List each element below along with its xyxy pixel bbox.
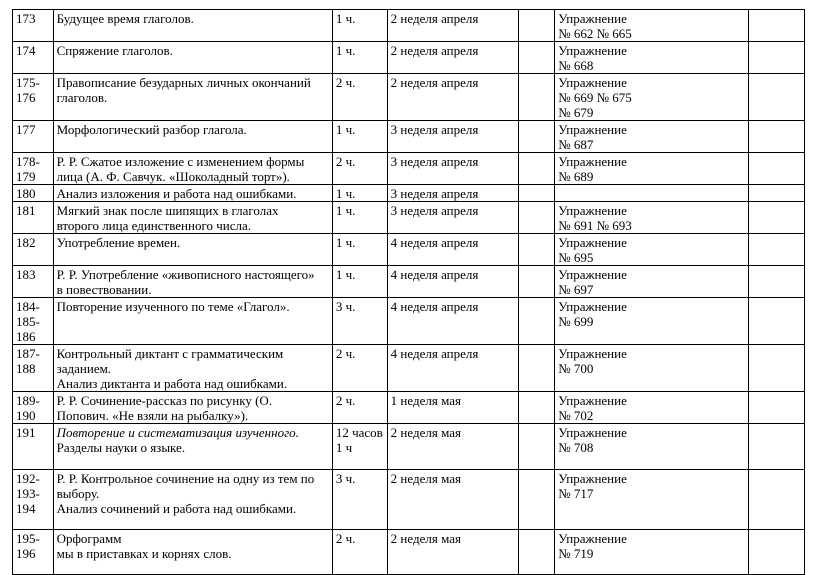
- lesson-number-cell: 191: [13, 424, 54, 470]
- lesson-theme-cell: Будущее время глаголов.: [53, 10, 332, 42]
- empty-cell: [749, 202, 805, 234]
- date-cell: 2 неделя мая: [387, 424, 518, 470]
- date-cell: 2 неделя апреля: [387, 10, 518, 42]
- table-row: [13, 345, 805, 392]
- homework-cell: Упражнение № 687: [555, 121, 749, 153]
- lesson-number-cell: 178- 179: [13, 153, 54, 185]
- lesson-plan-sheet: [12, 9, 805, 575]
- lesson-number-cell: 180: [13, 185, 54, 202]
- empty-cell: [749, 392, 805, 424]
- hours-cell: 2 ч.: [332, 153, 387, 185]
- lesson-theme-cell: Р. Р. Контрольное сочинение на одну из тем по выбору. Анализ сочинений и работа над ошибками.: [53, 470, 332, 530]
- date-cell: 2 неделя апреля: [387, 74, 518, 121]
- date-cell: 1 неделя мая: [387, 392, 518, 424]
- homework-cell: Упражнение № 708: [555, 424, 749, 470]
- lesson-number-cell: 173: [13, 10, 54, 42]
- empty-cell: [518, 298, 555, 345]
- homework-cell: Упражнение № 691 № 693: [555, 202, 749, 234]
- empty-cell: [518, 202, 555, 234]
- table-row: [13, 424, 805, 470]
- lesson-theme-cell: Контрольный диктант с грамматическим заданием. Анализ диктанта и работа над ошибками.: [53, 345, 332, 392]
- hours-cell: 3 ч.: [332, 470, 387, 530]
- table-row: [13, 42, 805, 74]
- hours-cell: 1 ч.: [332, 121, 387, 153]
- lesson-theme-cell: [53, 424, 332, 470]
- table-row: [13, 298, 805, 345]
- empty-cell: [518, 392, 555, 424]
- hours-cell: 1 ч.: [332, 185, 387, 202]
- empty-cell: [518, 530, 555, 575]
- date-cell: 4 неделя апреля: [387, 234, 518, 266]
- lesson-number-cell: 181: [13, 202, 54, 234]
- empty-cell: [518, 470, 555, 530]
- homework-cell: Упражнение № 702: [555, 392, 749, 424]
- lesson-theme-cell: Р. Р. Сжатое изложение с изменением формы лица (А. Ф. Савчук. «Шоколадный торт»).: [53, 153, 332, 185]
- lesson-theme-cell: Орфограмм мы в приставках и корнях слов.: [53, 530, 332, 575]
- lesson-number-cell: 174: [13, 42, 54, 74]
- empty-cell: [749, 10, 805, 42]
- date-cell: 2 неделя мая: [387, 470, 518, 530]
- empty-cell: [518, 74, 555, 121]
- lesson-number-cell: 195- 196: [13, 530, 54, 575]
- lesson-theme-cell: Спряжение глаголов.: [53, 42, 332, 74]
- date-cell: 3 неделя апреля: [387, 202, 518, 234]
- hours-cell: 1 ч.: [332, 202, 387, 234]
- lesson-theme-cell: Р. Р. Употребление «живописного настоящего» в повествовании.: [53, 266, 332, 298]
- lesson-number-cell: 183: [13, 266, 54, 298]
- empty-cell: [749, 266, 805, 298]
- lesson-theme-cell: Р. Р. Сочинение-рассказ по рисунку (О. Попович. «Не взяли на рыбалку»).: [53, 392, 332, 424]
- hours-cell: 3 ч.: [332, 298, 387, 345]
- lesson-plan-table: [12, 9, 805, 575]
- empty-cell: [518, 234, 555, 266]
- empty-cell: [749, 530, 805, 575]
- homework-cell: Упражнение № 689: [555, 153, 749, 185]
- homework-cell: Упражнение № 697: [555, 266, 749, 298]
- hours-cell: 1 ч.: [332, 10, 387, 42]
- empty-cell: [749, 298, 805, 345]
- lesson-theme-cell: Мягкий знак после шипящих в глаголах второго лица единственного числа.: [53, 202, 332, 234]
- empty-cell: [749, 42, 805, 74]
- lesson-theme-italic: Повторение и систематизация изученного.: [56, 425, 299, 440]
- empty-cell: [749, 153, 805, 185]
- empty-cell: [518, 10, 555, 42]
- empty-cell: [518, 424, 555, 470]
- hours-cell: 2 ч.: [332, 74, 387, 121]
- lesson-number-cell: 175- 176: [13, 74, 54, 121]
- date-cell: 4 неделя апреля: [387, 345, 518, 392]
- date-cell: 2 неделя апреля: [387, 42, 518, 74]
- date-cell: 4 неделя апреля: [387, 266, 518, 298]
- homework-cell: Упражнение № 699: [555, 298, 749, 345]
- hours-cell: 2 ч.: [332, 345, 387, 392]
- homework-cell: Упражнение № 669 № 675 № 679: [555, 74, 749, 121]
- empty-cell: [749, 74, 805, 121]
- empty-cell: [749, 185, 805, 202]
- homework-cell: Упражнение № 695: [555, 234, 749, 266]
- lesson-theme-cell: Употребление времен.: [53, 234, 332, 266]
- empty-cell: [749, 234, 805, 266]
- hours-cell: 2 ч.: [332, 530, 387, 575]
- hours-cell: 1 ч.: [332, 42, 387, 74]
- empty-cell: [749, 121, 805, 153]
- table-row: [13, 202, 805, 234]
- empty-cell: [518, 185, 555, 202]
- hours-cell: 2 ч.: [332, 392, 387, 424]
- table-row: [13, 392, 805, 424]
- homework-cell: Упражнение № 668: [555, 42, 749, 74]
- hours-cell: 1 ч.: [332, 234, 387, 266]
- table-row: [13, 185, 805, 202]
- table-row: [13, 530, 805, 575]
- date-cell: 3 неделя апреля: [387, 153, 518, 185]
- empty-cell: [518, 266, 555, 298]
- table-row: [13, 10, 805, 42]
- lesson-theme-cell: Морфологический разбор глагола.: [53, 121, 332, 153]
- empty-cell: [749, 470, 805, 530]
- empty-cell: [518, 153, 555, 185]
- date-cell: 3 неделя апреля: [387, 185, 518, 202]
- hours-cell: 12 часов 1 ч: [332, 424, 387, 470]
- lesson-number-cell: 192- 193- 194: [13, 470, 54, 530]
- lesson-number-cell: 187- 188: [13, 345, 54, 392]
- table-row: [13, 266, 805, 298]
- lesson-number-cell: 177: [13, 121, 54, 153]
- empty-cell: [518, 121, 555, 153]
- lesson-number-cell: 184- 185- 186: [13, 298, 54, 345]
- homework-cell: Упражнение № 662 № 665: [555, 10, 749, 42]
- lesson-theme-text: Разделы науки о языке.: [56, 440, 186, 455]
- empty-cell: [518, 345, 555, 392]
- homework-cell: Упражнение № 717: [555, 470, 749, 530]
- lesson-number-cell: 182: [13, 234, 54, 266]
- table-row: [13, 470, 805, 530]
- lesson-theme-cell: Повторение изученного по теме «Глагол».: [53, 298, 332, 345]
- homework-cell: Упражнение № 700: [555, 345, 749, 392]
- empty-cell: [749, 424, 805, 470]
- homework-cell: Упражнение № 719: [555, 530, 749, 575]
- empty-cell: [518, 42, 555, 74]
- date-cell: 4 неделя апреля: [387, 298, 518, 345]
- hours-cell: 1 ч.: [332, 266, 387, 298]
- date-cell: 3 неделя апреля: [387, 121, 518, 153]
- lesson-theme-cell: Правописание безударных личных окончаний глаголов.: [53, 74, 332, 121]
- lesson-theme-cell: Анализ изложения и работа над ошибками.: [53, 185, 332, 202]
- table-row: [13, 74, 805, 121]
- table-row: [13, 121, 805, 153]
- empty-cell: [749, 345, 805, 392]
- lesson-number-cell: 189- 190: [13, 392, 54, 424]
- date-cell: 2 неделя мая: [387, 530, 518, 575]
- homework-cell: [555, 185, 749, 202]
- table-body: [13, 10, 805, 575]
- table-row: [13, 234, 805, 266]
- table-row: [13, 153, 805, 185]
